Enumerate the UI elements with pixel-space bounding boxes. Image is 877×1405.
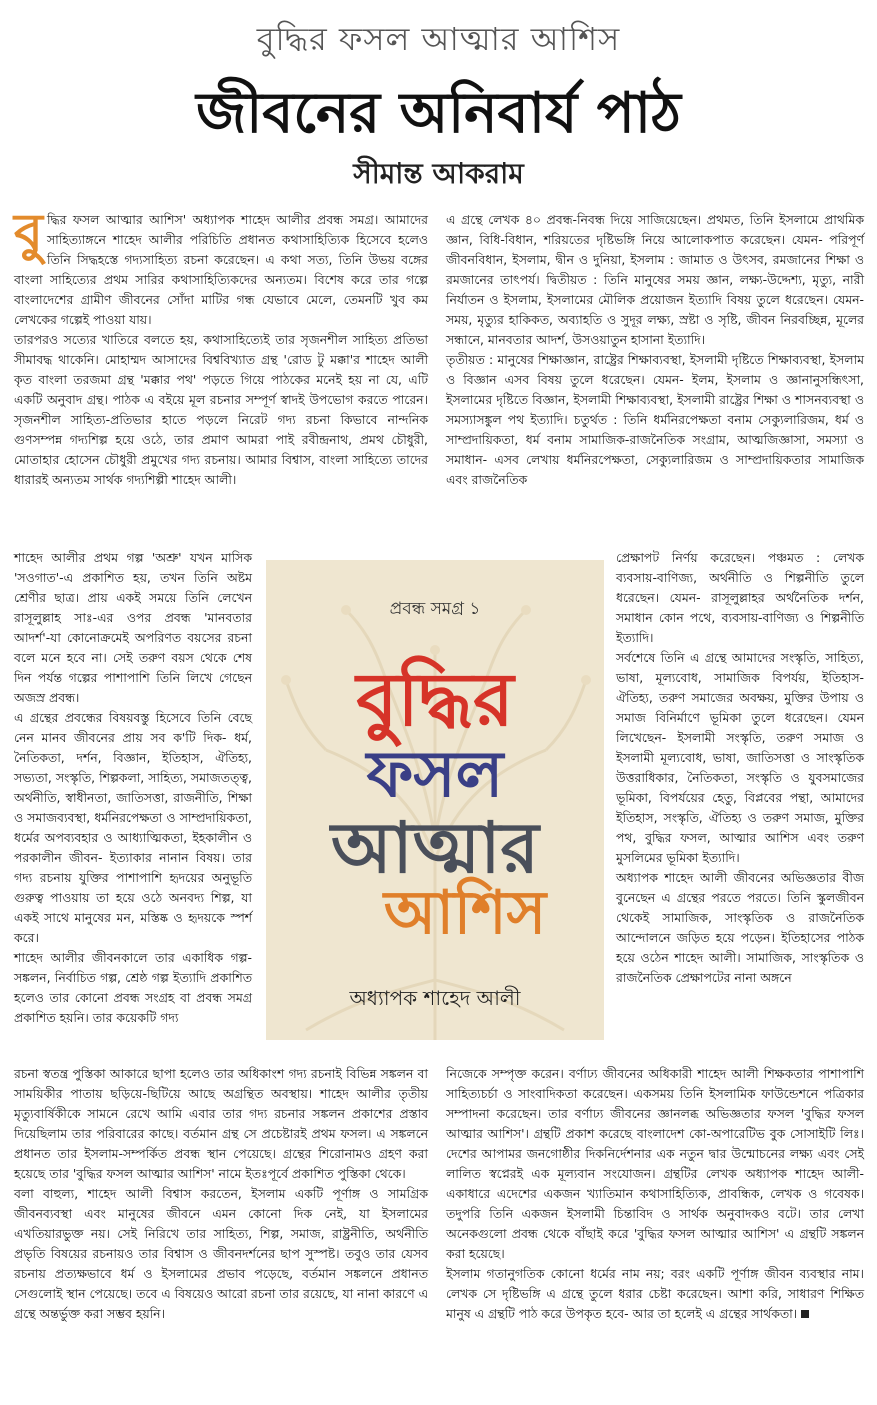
right-column-bottom: [446, 1064, 864, 1324]
paragraph: তৃতীয়ত : মানুষের শিক্ষাজ্ঞান, রাষ্ট্রের শিক্ষাব্যবস্থা, ইসলামী দৃষ্টিতে শিক্ষাব্যবস্থা, ইসলাম ও বিজ্ঞান এসব বিষয় তুলে ধরেছেন। যেমন- ইলম, ইসলাম ও জ্ঞানানুসন্ধিৎসা, ইসলামের দৃষ্টিতে বিজ্ঞান, ইসলামী শিক্ষাব্যবস্থা, ইসলামী রাষ্ট্রের শিক্ষা ও শাসনব্যবস্থা ও সমস্যাসঙ্কুল পথ ইত্যাদি। চতুর্থত : তিনি ধর্মনিরপেক্ষতা বনাম সেক্যুলারিজম, ধর্ম ও সাম্প্রদায়িকতা, ধর্ম বনাম সামাজিক-রাজনৈতিক সংগ্রাম, আত্মজিজ্ঞাসা, সমস্যা ও সমাধান- এসব লেখায় ধর্মনিরপেক্ষতা, সেক্যুলারিজম ও সাম্প্রদায়িকতার সামাজিক এবং রাজনৈতিক: [446, 352, 864, 487]
paragraph: তারপরও সত্যের খাতিরে বলতে হয়, কথাসাহিত্যেই তার সৃজনশীল সাহিত্য প্রতিভা সীমাবদ্ধ থাকেনি। মোহাম্মদ আসাদের বিশ্ববিখ্যাত গ্রন্থ 'রোড টু মক্কা'র শাহেদ আলী কৃত বাংলা তরজমা গ্রন্থ 'মক্কার পথ' পড়তে গিয়ে পাঠকের মনেই হয় না যে, এটি একটি অনুবাদ গ্রন্থ। পাঠক এ বইয়ে মূল রচনার সম্পূর্ণ স্বাদই উপভোগ করতে পারেন। সৃজনশীল সাহিত্য-প্রতিভার হাতে পড়লে নিরেট গদ্য রচনা কিভাবে নান্দনিক গুণসম্পন্ন গদ্যশিল্প হয়ে ওঠে, তার প্রমাণ আমরা পাই রবীন্দ্রনাথ, প্রমথ চৌধুরী, মোতাহার হোসেন চৌধুরী প্রমুখের গদ্য রচনায়। আমার বিশ্বাস, বাংলা সাহিত্যে তাদের ধারারই অন্যতম সার্থক গদ্যশিল্পী শাহেদ আলী।: [14, 332, 428, 487]
paragraph: এ গ্রন্থের প্রবন্ধের বিষয়বস্তু হিসেবে তিনি বেছে নেন মানব জীবনের প্রায় সব ক'টি দিক- ধর্ম, নৈতিকতা, দর্শন, বিজ্ঞান, ইতিহাস, ঐতিহ্য, সভ্যতা, সংস্কৃতি, শিল্পকলা, সাহিত্য, সমাজতত্ত্ব, অর্থনীতি, স্বাধীনতা, জাতিসত্তা, রাজনীতি, শিক্ষা ও সমাজব্যবস্থা, ধর্মনিরপেক্ষতা ও সাম্প্রদায়িকতা, ধর্মের অপব্যবহার ও আধ্যাত্মিকতা, ইহকালীন ও পরকালীন জীবন- ইত্যাকার নানান বিষয়। তার গদ্য রচনায় যুক্তির পাশাপাশি হৃদয়ের অনুভূতি গুরুত্ব পাওয়ায় তা হয়ে ওঠে অনবদ্য শিল্প, যা একই সাথে মানুষের মন, মস্তিষ্ক ও হৃদয়কে স্পর্শ করে।: [14, 710, 252, 945]
left-column-bottom: [14, 1064, 428, 1324]
right-column-top: [446, 210, 864, 490]
paragraph: বলা বাহুল্য, শাহেদ আলী বিশ্বাস করতেন, ইসলাম একটি পূর্ণাঙ্গ ও সামগ্রিক জীবনব্যবস্থা এবং মানুষের জীবনে এমন কোনো দিক নেই, যা ইসলামের এখতিয়ারভুক্ত নয়। সেই নিরিখে তার সাহিত্য, শিল্প, সমাজ, রাষ্ট্রনীতি, অর্থনীতি প্রভৃতি বিষয়ের রচনায়ও তার বিশ্বাস ও জীবনদর্শনের ছাপ সুস্পষ্ট। তবুও তার যেসব রচনায় প্রত্যক্ষভাবে ধর্ম ও ইসলামের প্রভাব পড়েছে, বর্তমান সঙ্কলনে প্রধানত সেগুলোই স্থান পেয়েছে। তবে এ বিষয়েও আরো রচনা তার রয়েছে, যা নানা কারণে এ গ্রন্থে অন্তর্ভুক্ত করা সম্ভব হয়নি।: [14, 1186, 428, 1321]
article-kicker: বুদ্ধির ফসল আত্মার আশিস: [256, 20, 621, 58]
paragraph: অধ্যাপক শাহেদ আলী জীবনের অভিজ্ঞতার বীজ বুনেছেন এ গ্রন্থের পরতে পরতে। তিনি স্কুলজীবন থেকেই সামাজিক, সাংস্কৃতিক ও রাজনৈতিক আন্দোলনে জড়িত হয়ে পড়েন। ইতিহাসের পাঠক হয়ে ওঠেন শাহেদ আলী। সামাজিক, সাংস্কৃতিক ও রাজনৈতিক প্রেক্ষাপটের নানা অঙ্গনে: [616, 870, 864, 985]
paragraph: [14, 203, 428, 330]
paragraph: রচনা স্বতন্ত্র পুস্তিকা আকারে ছাপা হলেও তার অধিকাংশ গদ্য রচনাই বিভিন্ন সঙ্কলন বা সাময়িকীর পাতায় ছড়িয়ে-ছিটিয়ে আছে অগ্রন্থিত অবস্থায়। শাহেদ আলীর তৃতীয় মৃত্যুবার্ষিকীকে সামনে রেখে আমি এবার তার গদ্য রচনার সঙ্কলন প্রকাশের প্রস্তাব দিয়েছিলাম তার পরিবারের কাছে। বর্তমান গ্রন্থ সে প্রচেষ্টারই প্রথম ফসল। এ সঙ্কলনে প্রধানত তার ইসলাম-সম্পর্কিত প্রবন্ধ স্থান পেয়েছে। গ্রন্থের শিরোনামও গ্রহণ করা হয়েছে তার 'বুদ্ধির ফসল আত্মার আশিস' নামে ইতঃপূর্বে প্রকাশিত পুস্তিকা থেকে।: [14, 1066, 428, 1181]
paragraph-text: দ্ধির ফসল আত্মার আশিস' অধ্যাপক শাহেদ আলীর প্রবন্ধ সমগ্র। আমাদের সাহিত্যাঙ্গনে শাহেদ আলীর পরিচিতি প্রধানত কথাসাহিত্যিক হিসেবে হলেও তিনি সিদ্ধহস্তে গদ্যসাহিত্য রচনা করেছেন। এ কথা সত্য, তিনি উভয় বঙ্গের বাংলা সাহিত্যের প্রথম সারির কথাসাহিত্যিকদের অন্যতম। বিশেষ করে তার গল্পে বাংলাদেশের গ্রামীণ জীবনের সোঁদা মাটির গন্ধ যেভাবে মেলে, তেমনটি খুব কম লেখকের গল্পেই পাওয়া যায়।: [14, 212, 428, 327]
paragraph-text: ইসলাম গতানুগতিক কোনো ধর্মের নাম নয়; বরং একটি পূর্ণাঙ্গ জীবন ব্যবস্থার নাম। লেখক সে দৃষ্টিভঙ্গি এ গ্রন্থে তুলে ধরার চেষ্টা করেছেন। আশা করি, সাধারণ শিক্ষিত মানুষ এ গ্রন্থটি পাঠ করে উপকৃত হবে- আর তা হলেই এ গ্রন্থের সার্থকতা।: [446, 1266, 864, 1321]
paragraph: নিজেকে সম্পৃক্ত করেন। বর্ণাঢ্য জীবনের অধিকারী শাহেদ আলী শিক্ষকতার পাশাপাশি সাহিত্যচর্চা ও সাংবাদিকতা করেছেন। একসময় তিনি ইসলামিক ফাউন্ডেশনে পত্রিকার সম্পাদনা করেছেন। তার বর্ণাঢ্য জীবনের জ্ঞানলব্ধ অভিজ্ঞতার ফসল 'বুদ্ধির ফসল আত্মার আশিস'। গ্রন্থটি প্রকাশ করেছে বাংলাদেশ কো-অপারেটিভ বুক সোসাইটি লিঃ। দেশের আপামর জনগোষ্ঠীর দিকনির্দেশনার এক নতুন দ্বার উন্মোচনের লক্ষ্য এবং সেই লালিত স্বপ্নেরই এক মূল্যবান সংযোজন। গ্রন্থটির লেখক অধ্যাপক শাহেদ আলী- একাধারে এদেশের একজন খ্যাতিমান কথাসাহিত্যিক, প্রাবন্ধিক, লেখক ও গবেষক। তদুপরি তিনি একজন ইসলামী চিন্তাবিদ ও সার্থক অনুবাদকও বটে। তার লেখা অনেকগুলো প্রবন্ধ থেকে বাঁছাই করে 'বুদ্ধির ফসল আত্মার আশিস' এ গ্রন্থটি সঙ্কলন করা হয়েছে।: [446, 1066, 864, 1261]
paragraph: এ গ্রন্থে লেখক ৪০ প্রবন্ধ-নিবন্ধ দিয়ে সাজিয়েছেন। প্রথমত, তিনি ইসলামে প্রাথমিক জ্ঞান, বিধি-বিধান, শরিয়তের দৃষ্টিভঙ্গি নিয়ে আলোকপাত করেছেন। যেমন- পরিপূর্ণ জীবনবিধান, ইসলাম, দ্বীন ও দুনিয়া, ইসলাম : জামাত ও উৎসব, রমজানের শিক্ষা ও রমজানের তাৎপর্য। দ্বিতীয়ত : তিনি মানুষের সময় জ্ঞান, লক্ষ্য-উদ্দেশ্য, মৃত্যু, নারী নির্যাতন ও ইসলাম, ইসলামের মৌলিক প্রয়োজন ইত্যাদি বিষয় তুলে ধরেছেন। যেমন- সময়, মৃত্যুর হাকিকত, অব্যাহতি ও সুদূর লক্ষ্য, স্রষ্টা ও সৃষ্টি, জীবন নিরবচ্ছিন্ন, মূলের সন্ধানে, মানবতার আদর্শ, উসওয়াতুন হাসানা ইত্যাদি।: [446, 212, 864, 347]
cover-title-line-1: বুদ্ধির: [356, 657, 514, 743]
paragraph: [446, 1264, 864, 1324]
drop-cap: বু: [14, 203, 43, 263]
paragraph: সর্বশেষে তিনি এ গ্রন্থে আমাদের সংস্কৃতি, সাহিত্য, ভাষা, মূল্যবোধ, সামাজিক বিপর্যয়, ইতিহাস-ঐতিহ্য, তরুণ সমাজের অবক্ষয়, মুক্তির উপায় ও সমাজ বিনির্মাণে ভূমিকা তুলে ধরেছেন। যেমন লিখেছেন- ইসলামী সংস্কৃতি, তরুণ সমাজ ও ইসলামী মূল্যবোধ, ভাষা, জাতিসত্তা ও সাংস্কৃতিক উত্তরাধিকার, নৈতিকতা, সংস্কৃতি ও যুবসমাজের ভূমিকা, বিপর্যয়ের হেতু, বিপ্লবের পন্থা, আমাদের ইতিহাস, সংস্কৃতি, ঐতিহ্য ও তরুণ সমাজ, মুক্তির পথ, বুদ্ধির ফসল, আত্মার আশিস এবং তরুণ মুসলিমের ভূমিকা ইত্যাদি।: [616, 650, 864, 865]
end-mark-icon: [801, 1310, 809, 1318]
article-title: জীবনের অনিবার্য পাঠ: [196, 81, 681, 146]
left-column-narrow: [14, 548, 252, 1028]
paragraph: প্রেক্ষাপট নির্ণয় করেছেন। পঞ্চমত : লেখক ব্যবসায়-বাণিজ্য, অর্থনীতি ও শিল্পনীতি তুলে ধরেছেন। যেমন- রাসূলুল্লাহর অর্থনৈতিক দর্শন, সমাধান কোন পথে, ব্যবসায়-বাণিজ্য ও শিল্পনীতি ইত্যাদি।: [616, 550, 864, 645]
cover-series-label: প্রবন্ধ সমগ্র ১: [389, 599, 481, 619]
article-byline: সীমান্ত আকরাম: [353, 157, 524, 190]
paragraph: শাহেদ আলীর জীবনকালে তার একাধিক গল্প-সঙ্কলন, নির্বাচিত গল্প, শ্রেষ্ঠ গল্প ইত্যাদি প্রকাশিত হলেও তার কোনো প্রবন্ধ সংগ্রহ বা প্রবন্ধ সমগ্র প্রকাশিত হয়নি। তার কয়েকটি গদ্য: [14, 950, 252, 1025]
cover-author: অধ্যাপক শাহেদ আলী: [349, 986, 521, 1010]
cover-title-line-3: আত্মার: [331, 807, 539, 889]
cover-title-line-2: ফসল: [366, 738, 504, 812]
left-column-top: [14, 203, 428, 490]
right-column-narrow: [616, 548, 864, 988]
paragraph: শাহেদ আলীর প্রথম গল্প 'অশ্রু' যখন মাসিক 'সওগাত'-এ প্রকাশিত হয়, তখন তিনি অষ্টম শ্রেণীর ছাত্র। প্রায় একই সময়ে তিনি লেখেন রাসূলুল্লাহ সাঃ-এর ওপর প্রবন্ধ 'মানবতার আদর্শ'-যা কোনোক্রমেই অপরিণত বয়সের রচনা বলে মনে হবে না। সেই তরুণ বয়স থেকে শেষ দিন পর্যন্ত গল্পের পাশাপাশি তিনি লিখে গেছেন অজস্র প্রবন্ধ।: [14, 550, 252, 705]
book-cover-image: [266, 560, 604, 1040]
cover-title-line-4: আশিস: [383, 878, 547, 948]
